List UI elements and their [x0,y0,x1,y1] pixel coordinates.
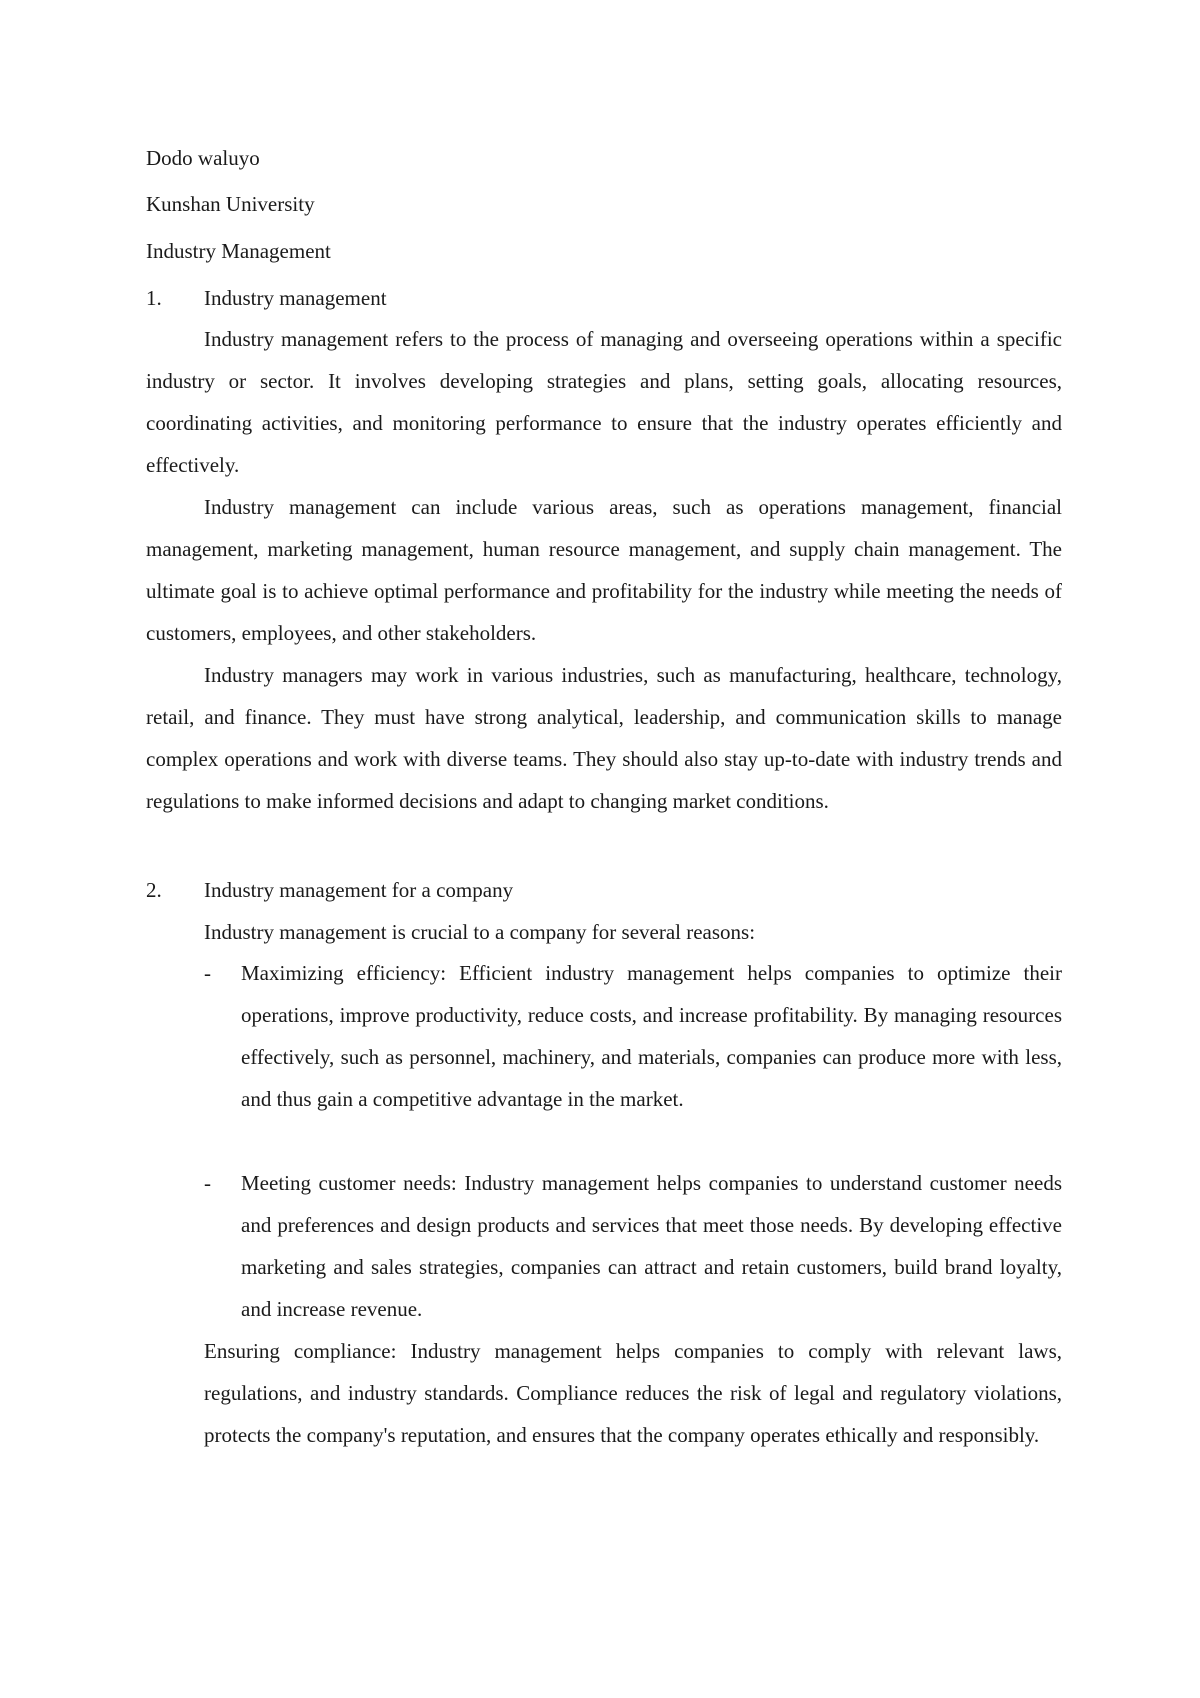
section-2-heading [146,878,513,903]
bullet-dash: - [204,961,211,985]
bullet-dash: - [204,1171,211,1195]
author-name: Dodo waluyo [146,146,260,170]
section-1-number: 1. [146,286,162,310]
section-2-number: 2. [146,878,162,902]
section-2-closing-paragraph: Ensuring compliance: Industry management helps companies to comply with relevant laws, regulations, and industry standards. Compliance reduces the risk of legal and regulatory violations, protects the company's reputation, and ensures that the company operates ethically and responsibly. [204,1339,1062,1447]
section-1-title: Industry management [204,286,387,310]
course-title: Industry Management [146,239,331,263]
list-item [204,1162,1062,1330]
section-1-heading [146,286,387,311]
section-2-title: Industry management for a company [204,878,514,902]
bullet-text: Meeting customer needs: Industry management helps companies to understand customer needs and preferences and design products and services that meet those needs. By developing effective marketing and sales strategies, companies can attract and retain customers, build brand loyalty, and increase revenue. [241,1171,1062,1321]
list-item [204,952,1062,1120]
institution-name: Kunshan University [146,192,315,216]
section-2-intro: Industry management is crucial to a company for several reasons: [204,920,756,944]
bullet-text: Maximizing efficiency: Efficient industry management helps companies to optimize their operations, improve productivity, reduce costs, and increase profitability. By managing resources effectively, such as personnel, machinery, and materials, companies can produce more with less, and thus gain a competitive advantage in the market. [241,961,1062,1111]
section-1-paragraph-2: Industry management can include various areas, such as operations management, financial management, marketing management, human resource management, and supply chain management. The ultimate goal is to achieve optimal performance and profitability for the industry while meeting the needs of customers, employees, and other stakeholders. [146,495,1062,645]
section-1-paragraph-1: Industry management refers to the process of managing and overseeing operations within a specific industry or sector. It involves developing strategies and plans, setting goals, allocating resources, coordinating activities, and monitoring performance to ensure that the industry operates efficiently and effectively. [146,327,1062,477]
section-1-paragraph-3: Industry managers may work in various industries, such as manufacturing, healthcare, technology, retail, and finance. They must have strong analytical, leadership, and communication skills to manage complex operations and work with diverse teams. They should also stay up-to-date with industry trends and regulations to make informed decisions and adapt to changing market conditions. [146,663,1062,813]
